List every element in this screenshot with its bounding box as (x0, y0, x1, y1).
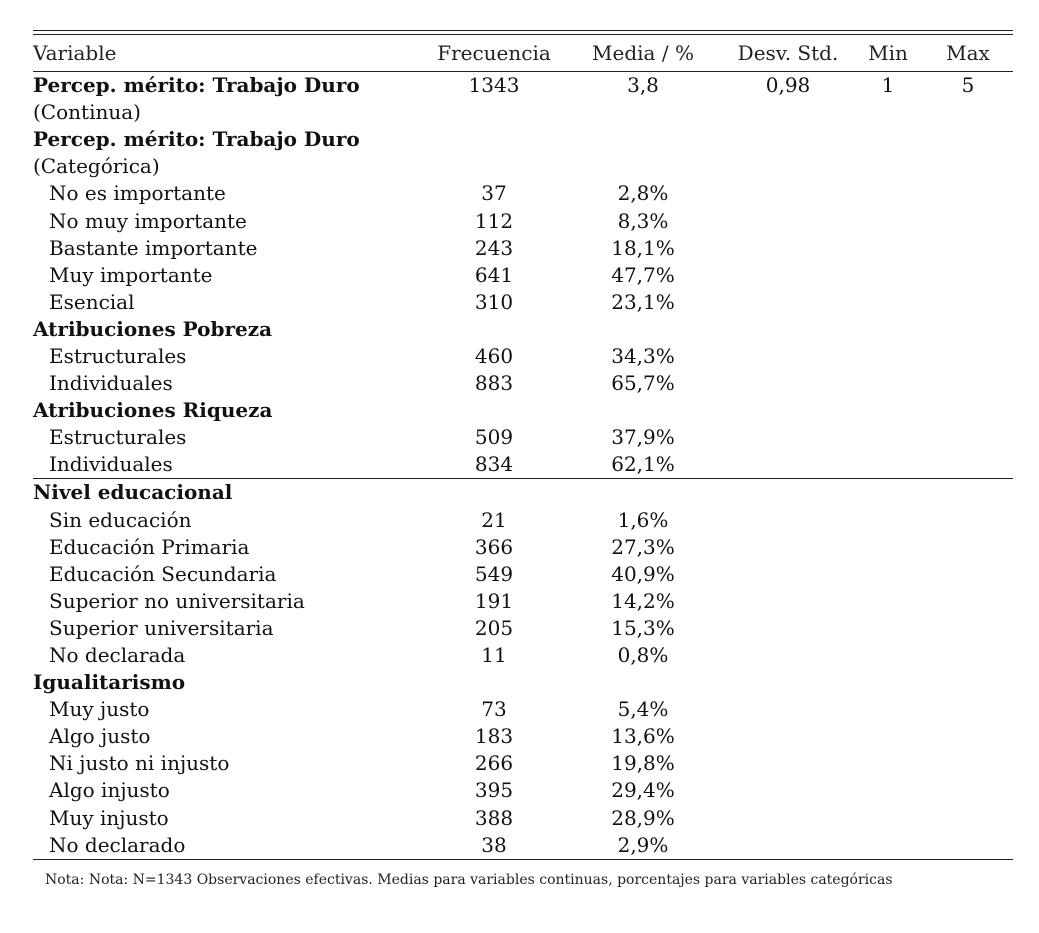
cell-frecuencia: 73 (481, 697, 507, 722)
cell-frecuencia: 883 (474, 371, 514, 396)
table-row (33, 126, 1013, 153)
cell-frecuencia: 243 (474, 235, 514, 260)
cell-frecuencia: 509 (474, 425, 514, 450)
header-variable: Variable (33, 35, 425, 72)
table-row (33, 99, 1013, 126)
cell-frecuencia: 183 (474, 724, 514, 749)
cell-frecuencia: 38 (481, 832, 507, 857)
table-row (33, 723, 1013, 750)
cell-frecuencia: 1343 (468, 73, 520, 98)
cell-pct: 40,9% (611, 561, 675, 586)
table-row (33, 424, 1013, 451)
row-label: Algo justo (49, 724, 151, 749)
row-label-educacion: Nivel educacional (33, 479, 425, 507)
cell-frecuencia: 191 (474, 588, 514, 613)
table-row (33, 507, 1013, 534)
row-label: Esencial (49, 289, 135, 314)
row-label: No muy importante (49, 208, 247, 233)
cell-min: 1 (881, 73, 895, 98)
row-label: No declarado (49, 832, 186, 857)
row-label: Algo injusto (49, 778, 170, 803)
cell-desv-std: 0,98 (765, 73, 811, 98)
table-header-row (33, 35, 1013, 72)
table-row (33, 153, 1013, 180)
row-label-continuous: Percep. mérito: Trabajo Duro (33, 73, 360, 98)
row-label: Estructurales (49, 425, 187, 450)
cell-frecuencia: 549 (474, 561, 514, 586)
cell-pct: 15,3% (611, 615, 675, 640)
cell-pct: 62,1% (611, 452, 675, 477)
cell-pct: 19,8% (611, 751, 675, 776)
descriptive-statistics-table (33, 35, 1013, 859)
cell-pct: 29,4% (611, 778, 675, 803)
cell-max: 5 (961, 73, 975, 98)
bottom-rule (33, 859, 1013, 860)
row-label: No declarada (49, 643, 186, 668)
row-label: No es importante (49, 181, 226, 206)
row-label: Muy justo (49, 697, 150, 722)
cell-pct: 34,3% (611, 343, 675, 368)
cell-frecuencia: 366 (474, 534, 514, 559)
cell-pct: 2,8% (617, 181, 669, 206)
table-row (33, 451, 1013, 479)
row-label: Educación Primaria (49, 534, 250, 559)
header-frecuencia: Frecuencia (425, 35, 563, 72)
cell-pct: 1,6% (617, 507, 669, 532)
row-label: Muy injusto (49, 805, 169, 830)
table-row (33, 397, 1013, 424)
cell-pct: 8,3% (617, 208, 669, 233)
cell-frecuencia: 388 (474, 805, 514, 830)
table-row (33, 615, 1013, 642)
cell-frecuencia: 460 (474, 343, 514, 368)
header-media: Media / % (563, 35, 723, 72)
table-row (33, 588, 1013, 615)
table-row (33, 534, 1013, 561)
cell-pct: 28,9% (611, 805, 675, 830)
cell-pct: 0,8% (617, 643, 669, 668)
row-sublabel-continuous: (Continua) (33, 100, 141, 125)
table-row (33, 262, 1013, 289)
cell-pct: 14,2% (611, 588, 675, 613)
table-row (33, 696, 1013, 723)
row-label: Educación Secundaria (49, 561, 277, 586)
table-row (33, 343, 1013, 370)
header-max: Max (923, 35, 1013, 72)
row-label-igualitarismo: Igualitarismo (33, 670, 186, 695)
cell-frecuencia: 112 (474, 208, 514, 233)
row-label: Superior universitaria (49, 615, 274, 640)
table-note: Nota: Nota: N=1343 Observaciones efectivas. Medias para variables continuas, porcentajes para variables categóricas (45, 871, 893, 888)
header-desv-std: Desv. Std. (723, 35, 853, 72)
table-row (33, 832, 1013, 859)
cell-frecuencia: 266 (474, 751, 514, 776)
row-label: Bastante importante (49, 235, 258, 260)
table-row (33, 479, 1013, 507)
table-row (33, 777, 1013, 804)
row-label: Muy importante (49, 262, 213, 287)
row-label-categorical: Percep. mérito: Trabajo Duro (33, 127, 360, 152)
cell-pct: 37,9% (611, 425, 675, 450)
row-label: Individuales (49, 371, 173, 396)
cell-pct: 18,1% (611, 235, 675, 260)
row-label: Individuales (49, 452, 173, 477)
table-row (33, 642, 1013, 669)
table-row (33, 235, 1013, 262)
cell-pct: 5,4% (617, 697, 669, 722)
table-row (33, 207, 1013, 234)
table-row (33, 289, 1013, 316)
cell-frecuencia: 310 (474, 289, 514, 314)
row-label-pobreza: Atribuciones Pobreza (33, 316, 273, 341)
row-label: Sin educación (49, 507, 192, 532)
row-label: Superior no universitaria (49, 588, 305, 613)
cell-media: 3,8 (627, 73, 659, 98)
cell-pct: 47,7% (611, 262, 675, 287)
cell-pct: 2,9% (617, 832, 669, 857)
cell-frecuencia: 205 (474, 615, 514, 640)
cell-pct: 13,6% (611, 724, 675, 749)
cell-frecuencia: 834 (474, 452, 514, 477)
cell-frecuencia: 37 (481, 181, 507, 206)
cell-pct: 23,1% (611, 289, 675, 314)
table-row (33, 72, 1013, 100)
cell-frecuencia: 641 (474, 262, 514, 287)
table-row (33, 669, 1013, 696)
header-min: Min (853, 35, 923, 72)
cell-frecuencia: 11 (481, 643, 507, 668)
cell-frecuencia: 21 (481, 507, 507, 532)
table-row (33, 370, 1013, 397)
cell-pct: 27,3% (611, 534, 675, 559)
row-label: Estructurales (49, 343, 187, 368)
cell-pct: 65,7% (611, 371, 675, 396)
table-row (33, 180, 1013, 207)
row-label: Ni justo ni injusto (49, 751, 230, 776)
table-row (33, 316, 1013, 343)
table-row (33, 561, 1013, 588)
table-row (33, 805, 1013, 832)
row-label-riqueza: Atribuciones Riqueza (33, 398, 273, 423)
descriptive-table-container (33, 30, 1013, 888)
cell-frecuencia: 395 (474, 778, 514, 803)
table-row (33, 750, 1013, 777)
row-sublabel-categorical: (Categórica) (33, 154, 160, 179)
